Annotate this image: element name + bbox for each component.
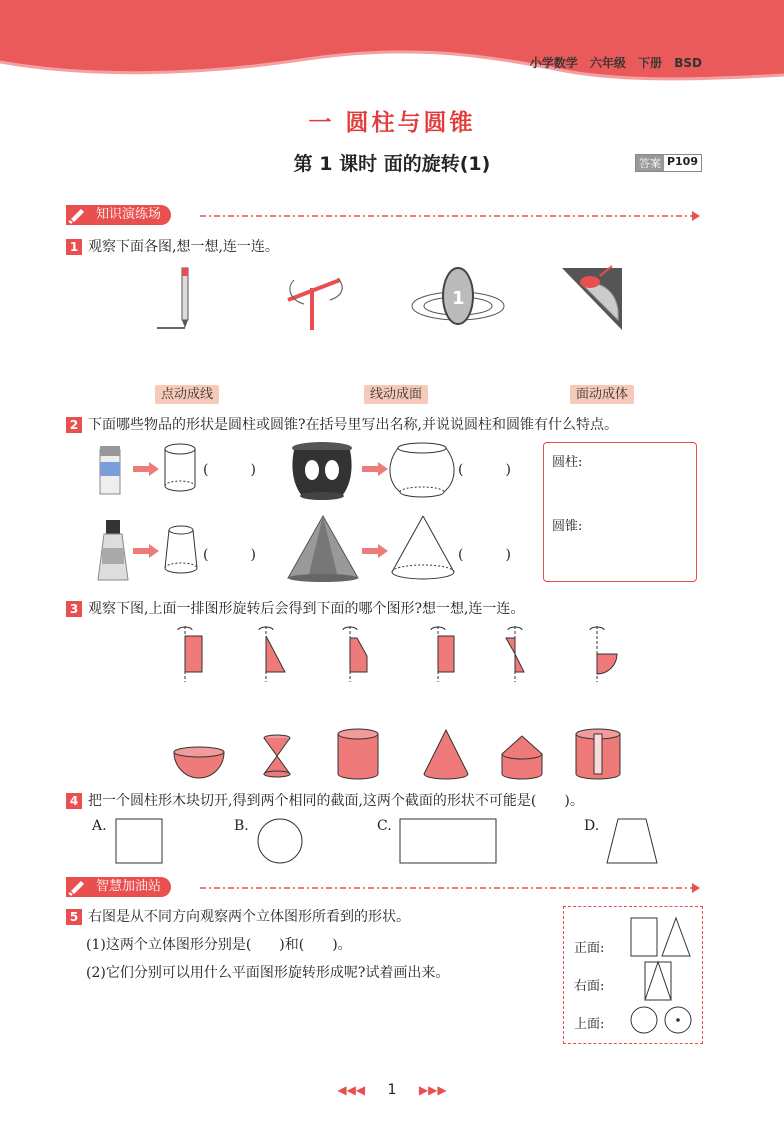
section-divider <box>200 886 700 890</box>
section-banner-practice <box>66 204 171 226</box>
question-text: 把一个圆柱形木块切开,得到两个相同的截面,这两个截面的形状不可能是( )。 <box>88 793 584 809</box>
barrel-outline <box>390 440 454 498</box>
unit-title: 一 圆柱与圆锥 <box>308 110 476 136</box>
section-label: 知识演练场 <box>90 205 171 225</box>
lesson-title: 第 1 课时 面的旋转(1) <box>293 153 491 175</box>
solid-cone <box>422 728 470 782</box>
rotation-shape-rectangle-2 <box>425 626 465 682</box>
cylinder-outline <box>163 442 197 494</box>
question-text: 右图是从不同方向观察两个立体图形所看到的形状。 <box>88 909 410 925</box>
solid-double-cone <box>262 734 292 780</box>
question-5-sub-1: (1)这两个立体图形分别是( )和( )。 <box>86 937 352 953</box>
pencil-icon <box>66 204 90 226</box>
label-line-to-surface[interactable]: 线动成面 <box>364 383 428 402</box>
header-wave <box>0 0 784 90</box>
views-box <box>563 906 703 1044</box>
question-text: 观察下面各图,想一想,连一连。 <box>88 239 279 255</box>
series-label: 小学数学 六年级 下册 BSD <box>529 56 702 70</box>
option-a-label[interactable]: A. <box>92 818 107 834</box>
rotation-shape-quarter-circle <box>584 626 624 682</box>
pencil-point-figure <box>155 266 205 332</box>
feature-answer-box[interactable] <box>543 442 697 582</box>
right-view-label: 右面: <box>574 979 605 994</box>
question-text: 观察下图,上面一排图形旋转后会得到下面的哪个图形?想一想,连一连。 <box>88 601 525 617</box>
tent-image <box>286 514 360 584</box>
rotating-bar-figure <box>280 270 350 332</box>
front-view-shapes <box>630 917 694 957</box>
question-1 <box>66 236 279 256</box>
next-arrows-icon: ▶▶▶ <box>418 1083 447 1097</box>
solid-hemisphere <box>172 746 226 780</box>
question-5 <box>66 906 410 926</box>
rotation-shape-trapezoid <box>337 626 377 682</box>
option-a-square[interactable] <box>115 818 163 864</box>
pencil-icon <box>66 876 90 898</box>
question-number: 3 <box>66 601 82 617</box>
question-3 <box>66 598 524 618</box>
bottle-image <box>96 518 130 584</box>
arrow-icon <box>133 544 159 558</box>
cone-feature-label: 圆锥: <box>552 519 583 534</box>
option-b-label[interactable]: B. <box>234 818 249 834</box>
arrow-icon <box>362 544 388 558</box>
arrow-icon <box>133 462 159 476</box>
question-number: 5 <box>66 909 82 925</box>
question-4 <box>66 790 584 810</box>
frustum-outline <box>163 524 199 576</box>
label-point-to-line[interactable]: 点动成线 <box>155 383 219 402</box>
answer-paren[interactable]: ( ) <box>203 547 256 563</box>
section-divider <box>200 214 700 218</box>
top-view-shapes <box>630 1005 694 1037</box>
option-c-rectangle[interactable] <box>399 818 497 864</box>
section-banner-challenge <box>66 876 171 898</box>
rotation-shape-double-triangle <box>502 626 542 682</box>
option-b-circle[interactable] <box>256 818 304 864</box>
question-2 <box>66 414 618 434</box>
cone-outline <box>390 514 456 582</box>
option-c-label[interactable]: C. <box>377 818 392 834</box>
arrow-icon <box>362 462 388 476</box>
question-number: 4 <box>66 793 82 809</box>
answer-label: 答案 <box>636 155 664 171</box>
answer-paren[interactable]: ( ) <box>458 462 511 478</box>
top-view-label: 上面: <box>574 1017 605 1032</box>
cylinder-feature-label: 圆柱: <box>552 455 583 470</box>
prev-arrows-icon: ◀◀◀ <box>337 1083 366 1097</box>
question-5-sub-2: (2)它们分别可以用什么平面图形旋转形成呢?试着画出来。 <box>86 965 450 981</box>
solid-cylinder <box>336 728 380 782</box>
question-number: 2 <box>66 417 82 433</box>
rotation-shape-triangle <box>253 626 293 682</box>
spinning-coin-figure <box>408 266 508 328</box>
question-number: 1 <box>66 239 82 255</box>
section-label: 智慧加油站 <box>90 877 171 897</box>
right-view-shapes <box>644 961 674 1001</box>
answer-paren[interactable]: ( ) <box>458 547 511 563</box>
option-d-label[interactable]: D. <box>584 818 600 834</box>
answer-tag[interactable] <box>635 154 702 172</box>
stool-image <box>290 440 354 502</box>
page-number: 1 <box>387 1082 397 1098</box>
question-text: 下面哪些物品的形状是圆柱或圆锥?在括号里写出名称,并说说圆柱和圆锥有什么特点。 <box>88 417 618 433</box>
page-footer <box>0 1082 784 1098</box>
fan-rotation-figure <box>560 264 625 332</box>
answer-paren[interactable]: ( ) <box>203 462 256 478</box>
option-d-trapezoid[interactable] <box>606 818 658 864</box>
rotation-shape-rectangle <box>172 626 212 682</box>
front-view-label: 正面: <box>574 941 605 956</box>
label-surface-to-solid[interactable]: 面动成体 <box>570 383 634 402</box>
solid-cone-on-cylinder <box>498 734 546 782</box>
solid-hollow-cylinder <box>574 728 622 782</box>
answer-page: P109 <box>666 155 698 168</box>
glue-stick-image <box>98 444 122 496</box>
svg-text:1: 1 <box>452 288 465 309</box>
